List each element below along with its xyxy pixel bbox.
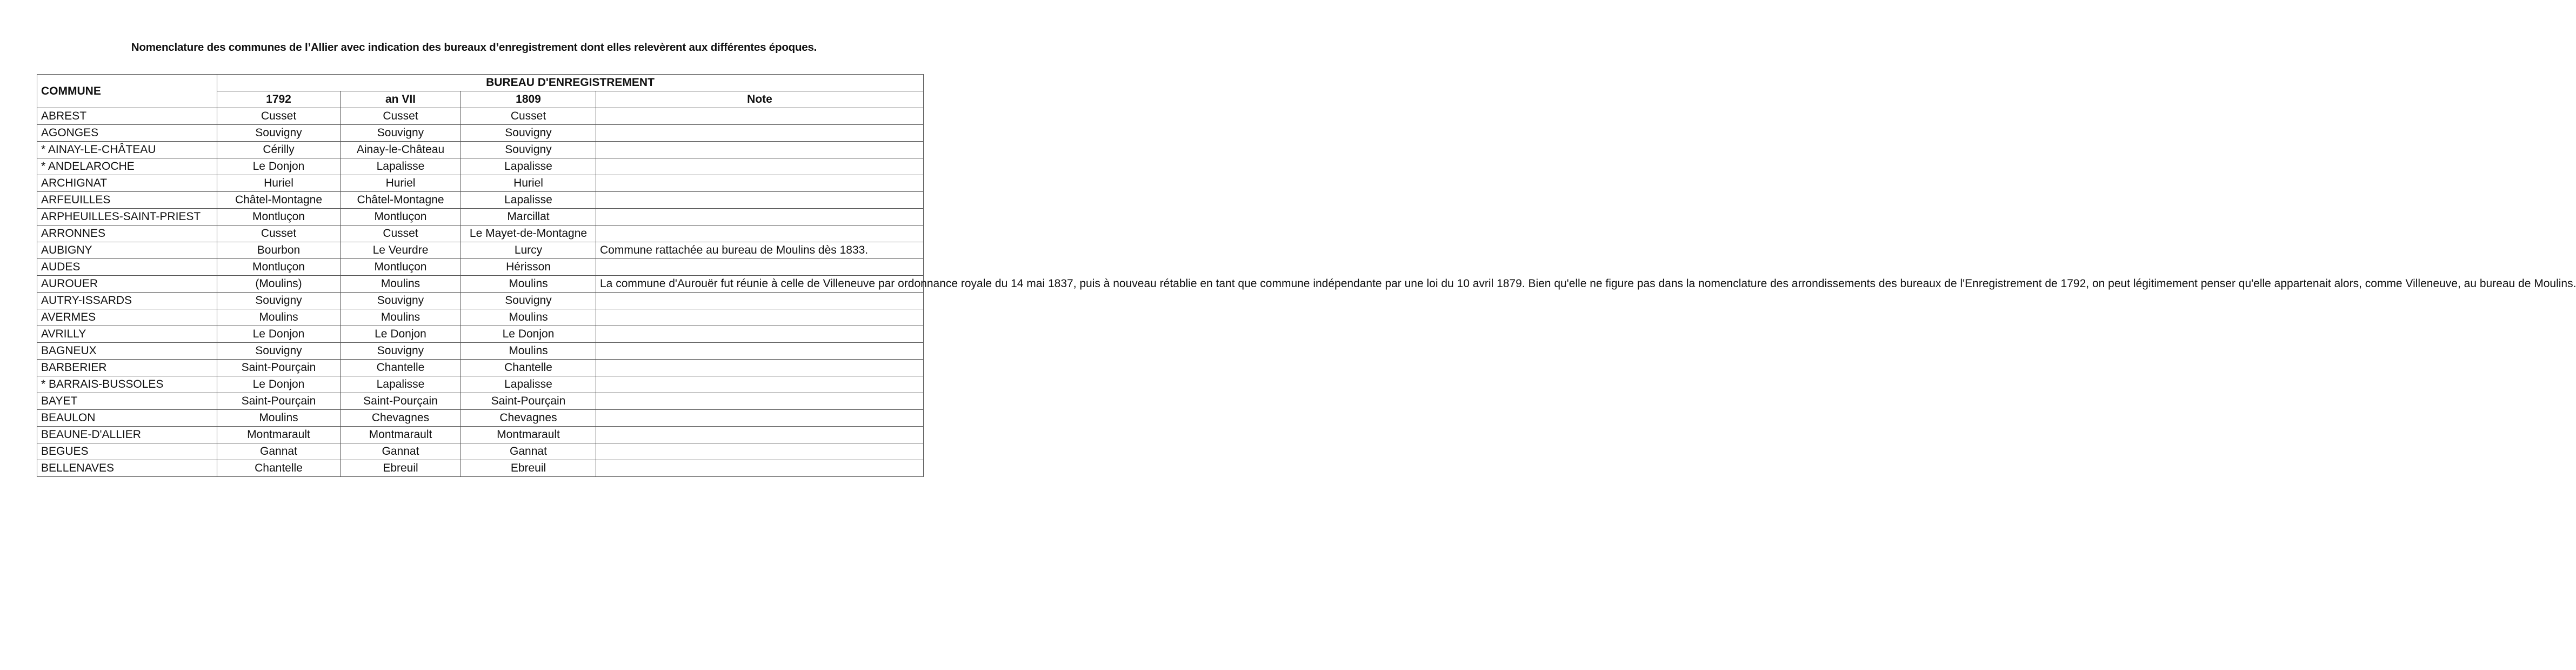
- cell-1809: Saint-Pourçain: [461, 393, 596, 410]
- table-row: [37, 427, 924, 443]
- cell-1792: Le Donjon: [217, 158, 341, 175]
- cell-note: [596, 376, 924, 393]
- cell-an-vii: Gannat: [341, 443, 461, 460]
- cell-commune: AGONGES: [37, 125, 217, 142]
- cell-an-vii: Saint-Pourçain: [341, 393, 461, 410]
- cell-1792: Cusset: [217, 225, 341, 242]
- cell-1792: Moulins: [217, 309, 341, 326]
- cell-note: Commune rattachée au bureau de Moulins dès 1833.: [596, 242, 924, 259]
- table-body: [37, 108, 2576, 477]
- cell-note: [596, 427, 924, 443]
- cell-an-vii: Moulins: [341, 276, 461, 293]
- cell-commune: AVERMES: [37, 309, 217, 326]
- header-1809: 1809: [461, 91, 596, 108]
- cell-1809: Le Mayet-de-Montagne: [461, 225, 596, 242]
- cell-note: [596, 343, 924, 360]
- cell-an-vii: Le Donjon: [341, 326, 461, 343]
- cell-an-vii: Montmarault: [341, 427, 461, 443]
- cell-an-vii: Lapalisse: [341, 158, 461, 175]
- cell-commune: ARFEUILLES: [37, 192, 217, 209]
- cell-1809: Moulins: [461, 343, 596, 360]
- cell-commune: AUTRY-ISSARDS: [37, 293, 217, 309]
- table-row: [37, 192, 924, 209]
- cell-note: [596, 125, 924, 142]
- cell-commune: BARBERIER: [37, 360, 217, 376]
- cell-note: La commune d'Aurouër fut réunie à celle de Villeneuve par ordonnance royale du 14 mai 1837, puis à nouveau rétablie en tant que commune indépendante par une loi du 10 avril 1879. Bien qu'elle ne figure pas dans la nomenclature des arrondissements des bureaux de l'Enregistrement de 1792, on peut légitimement penser qu'elle appartenait alors, comme Villeneuve, au bureau de Moulins.: [596, 276, 924, 293]
- cell-1792: Châtel-Montagne: [217, 192, 341, 209]
- cell-an-vii: Souvigny: [341, 343, 461, 360]
- cell-1792: Saint-Pourçain: [217, 393, 341, 410]
- table-row: [37, 259, 924, 276]
- cell-1809: Lapalisse: [461, 192, 596, 209]
- cell-note: [596, 209, 924, 225]
- cell-an-vii: Souvigny: [341, 293, 461, 309]
- cell-1792: Souvigny: [217, 293, 341, 309]
- cell-1809: Moulins: [461, 276, 596, 293]
- cell-commune: * BARRAIS-BUSSOLES: [37, 376, 217, 393]
- header-1792: 1792: [217, 91, 341, 108]
- cell-commune: ARCHIGNAT: [37, 175, 217, 192]
- cell-1792: (Moulins): [217, 276, 341, 293]
- cell-commune: ARRONNES: [37, 225, 217, 242]
- cell-1809: Chantelle: [461, 360, 596, 376]
- cell-an-vii: Ebreuil: [341, 460, 461, 477]
- table-row: [37, 393, 924, 410]
- table-row: [37, 108, 924, 125]
- table-row: [37, 460, 924, 477]
- cell-1792: Montmarault: [217, 427, 341, 443]
- cell-commune: ABREST: [37, 108, 217, 125]
- cell-an-vii: Lapalisse: [341, 376, 461, 393]
- cell-1792: Le Donjon: [217, 376, 341, 393]
- header-an-vii: an VII: [341, 91, 461, 108]
- cell-note: [596, 158, 924, 175]
- table-row: [37, 242, 924, 259]
- table-row: [37, 125, 924, 142]
- cell-note: [596, 309, 924, 326]
- cell-1809: Moulins: [461, 309, 596, 326]
- cell-commune: AUROUER: [37, 276, 217, 293]
- cell-an-vii: Moulins: [341, 309, 461, 326]
- table-row: [37, 410, 924, 427]
- cell-1809: Marcillat: [461, 209, 596, 225]
- cell-note: [596, 360, 924, 376]
- cell-commune: BAGNEUX: [37, 343, 217, 360]
- cell-note: [596, 108, 924, 125]
- table-row: [37, 376, 924, 393]
- cell-1792: Huriel: [217, 175, 341, 192]
- cell-an-vii: Ainay-le-Château: [341, 142, 461, 158]
- cell-an-vii: Montluçon: [341, 259, 461, 276]
- cell-commune: BEAUNE-D'ALLIER: [37, 427, 217, 443]
- cell-note: [596, 175, 924, 192]
- cell-an-vii: Châtel-Montagne: [341, 192, 461, 209]
- cell-1792: Souvigny: [217, 125, 341, 142]
- cell-note: [596, 410, 924, 427]
- cell-1809: Souvigny: [461, 293, 596, 309]
- cell-1792: Le Donjon: [217, 326, 341, 343]
- cell-note: [596, 460, 924, 477]
- cell-1809: Huriel: [461, 175, 596, 192]
- cell-note: [596, 393, 924, 410]
- cell-an-vii: Cusset: [341, 225, 461, 242]
- cell-1809: Lapalisse: [461, 376, 596, 393]
- cell-an-vii: Souvigny: [341, 125, 461, 142]
- cell-commune: ARPHEUILLES-SAINT-PRIEST: [37, 209, 217, 225]
- table-row: [37, 293, 924, 309]
- cell-commune: * AINAY-LE-CHÂTEAU: [37, 142, 217, 158]
- cell-1809: Lurcy: [461, 242, 596, 259]
- cell-commune: BEAULON: [37, 410, 217, 427]
- cell-an-vii: Chantelle: [341, 360, 461, 376]
- table-row: [37, 360, 924, 376]
- cell-1792: Moulins: [217, 410, 341, 427]
- cell-1809: Montmarault: [461, 427, 596, 443]
- cell-1809: Le Donjon: [461, 326, 596, 343]
- table-row: [37, 443, 924, 460]
- cell-an-vii: Chevagnes: [341, 410, 461, 427]
- header-commune: COMMUNE: [37, 75, 217, 108]
- cell-an-vii: Huriel: [341, 175, 461, 192]
- table-row: [37, 225, 924, 242]
- cell-1809: Gannat: [461, 443, 596, 460]
- cell-commune: BELLENAVES: [37, 460, 217, 477]
- cell-note: [596, 259, 924, 276]
- cell-note: [596, 225, 924, 242]
- cell-1809: Hérisson: [461, 259, 596, 276]
- cell-1792: Montluçon: [217, 209, 341, 225]
- cell-1792: Souvigny: [217, 343, 341, 360]
- table-row: [37, 326, 924, 343]
- cell-1792: Bourbon: [217, 242, 341, 259]
- header-bureau-group: BUREAU D'ENREGISTREMENT: [217, 75, 924, 91]
- table-row: [37, 142, 924, 158]
- cell-note: [596, 293, 924, 309]
- cell-1809: Cusset: [461, 108, 596, 125]
- cell-commune: AUBIGNY: [37, 242, 217, 259]
- cell-an-vii: Le Veurdre: [341, 242, 461, 259]
- cell-note: [596, 142, 924, 158]
- cell-1809: Ebreuil: [461, 460, 596, 477]
- cell-1792: Montluçon: [217, 259, 341, 276]
- cell-1792: Chantelle: [217, 460, 341, 477]
- cell-commune: * ANDELAROCHE: [37, 158, 217, 175]
- cell-1792: Cusset: [217, 108, 341, 125]
- table-row: [37, 276, 924, 293]
- cell-1809: Lapalisse: [461, 158, 596, 175]
- cell-1792: Saint-Pourçain: [217, 360, 341, 376]
- header-note: Note: [596, 91, 924, 108]
- cell-commune: AUDES: [37, 259, 217, 276]
- cell-1792: Gannat: [217, 443, 341, 460]
- cell-commune: BEGUES: [37, 443, 217, 460]
- cell-an-vii: Cusset: [341, 108, 461, 125]
- cell-note: [596, 443, 924, 460]
- table-row: [37, 158, 924, 175]
- cell-commune: BAYET: [37, 393, 217, 410]
- cell-note: [596, 192, 924, 209]
- document-title: Nomenclature des communes de l’Allier avec indication des bureaux d’enregistrement dont elles relevèrent aux différentes époques.: [131, 41, 817, 54]
- table-row: [37, 309, 924, 326]
- communes-table: [37, 74, 2576, 477]
- cell-note: [596, 326, 924, 343]
- table-row: [37, 175, 924, 192]
- cell-1809: Souvigny: [461, 125, 596, 142]
- cell-1792: Cérilly: [217, 142, 341, 158]
- table-row: [37, 343, 924, 360]
- cell-1809: Souvigny: [461, 142, 596, 158]
- cell-1809: Chevagnes: [461, 410, 596, 427]
- table-header: [37, 75, 924, 108]
- table-row: [37, 209, 924, 225]
- cell-an-vii: Montluçon: [341, 209, 461, 225]
- cell-commune: AVRILLY: [37, 326, 217, 343]
